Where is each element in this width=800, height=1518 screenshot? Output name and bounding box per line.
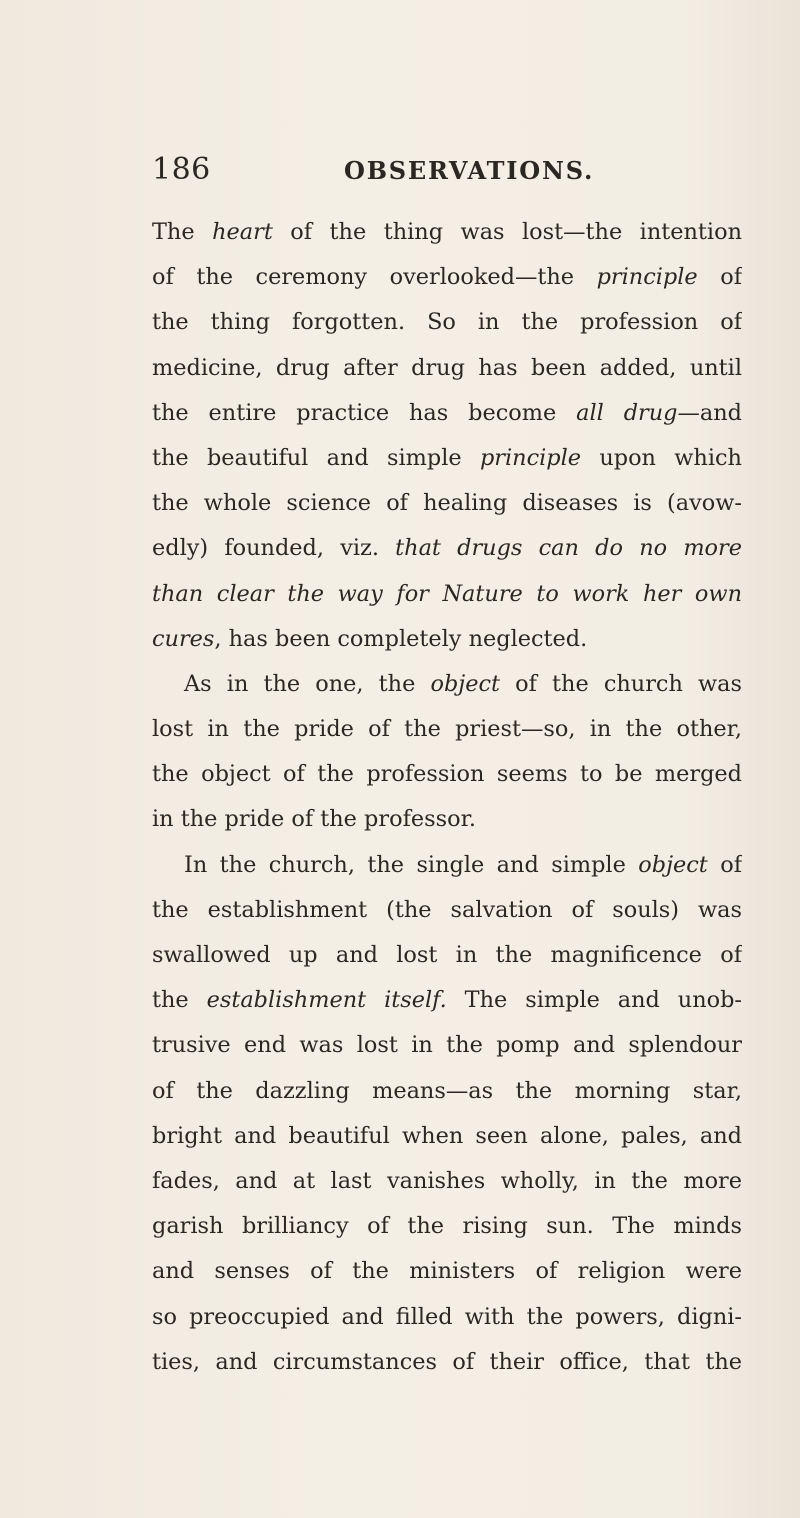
text-line [152,572,742,617]
text-line: the whole science of healing diseases is (avow- [152,490,742,517]
page-header [152,152,752,202]
text-line: medicine, drug after drug has been added, until [152,354,742,381]
running-head: OBSERVATIONS. [344,156,595,185]
text-line: and senses of the ministers of religion were [152,1258,742,1285]
text-line: so preoccupied and filled with the powers, digni- [152,1303,742,1330]
italic-text: cures [152,625,215,652]
text-line: The heart of the thing was lost—the intention [152,219,742,245]
text-line: edly) founded, viz. that drugs can do no more [152,535,742,562]
text-line: the object of the profession seems to be merged [152,761,742,788]
text-line: trusive end was lost in the pomp and splendour [152,1032,742,1059]
text-line: of the dazzling means—as the morning star, [152,1077,742,1104]
text-line: the beautiful and simple principle upon which [152,444,742,471]
italic-text: principle [479,444,582,471]
text-line: cures, has been completely neglected. [152,625,588,652]
italic-text: object [430,670,501,697]
text-line: the entire practice has become all drug—and [152,399,742,426]
text-line: ties, and circumstances of their office, that the [152,1348,742,1375]
text-line: garish brilliancy of the rising sun. The minds [152,1213,742,1240]
italic-text: establishment itself. [206,987,447,1014]
italic-text: heart [212,219,273,245]
text-line: swallowed up and lost in the magnificence of [152,942,742,968]
text-line: fades, and at last vanishes wholly, in the more [152,1167,742,1194]
italic-text: all drug [576,399,678,426]
italic-text: that drugs can do no more [395,535,742,562]
text-line: bright and beautiful when seen alone, pales, and [152,1122,742,1149]
text-line: the establishment itself. The simple and unob- [152,987,742,1014]
italic-text: object [638,851,708,878]
body-text [152,210,742,1385]
italic-text: than clear the way for Nature to work her own [152,580,742,607]
text-line: lost in the pride of the priest—so, in the other, [152,716,742,743]
text-line: of the ceremony overlooked—the principle of [152,264,742,291]
text-line: In the church, the single and simple object of [184,851,742,878]
page-number: 186 [152,152,211,187]
text-line: the thing forgotten. So in the profession of [152,309,742,336]
italic-text: principle [596,264,698,291]
text-line: the establishment (the salvation of souls) was [152,896,742,923]
text-line: As in the one, the object of the church was [184,670,742,697]
text-line: in the pride of the professor. [152,806,476,833]
